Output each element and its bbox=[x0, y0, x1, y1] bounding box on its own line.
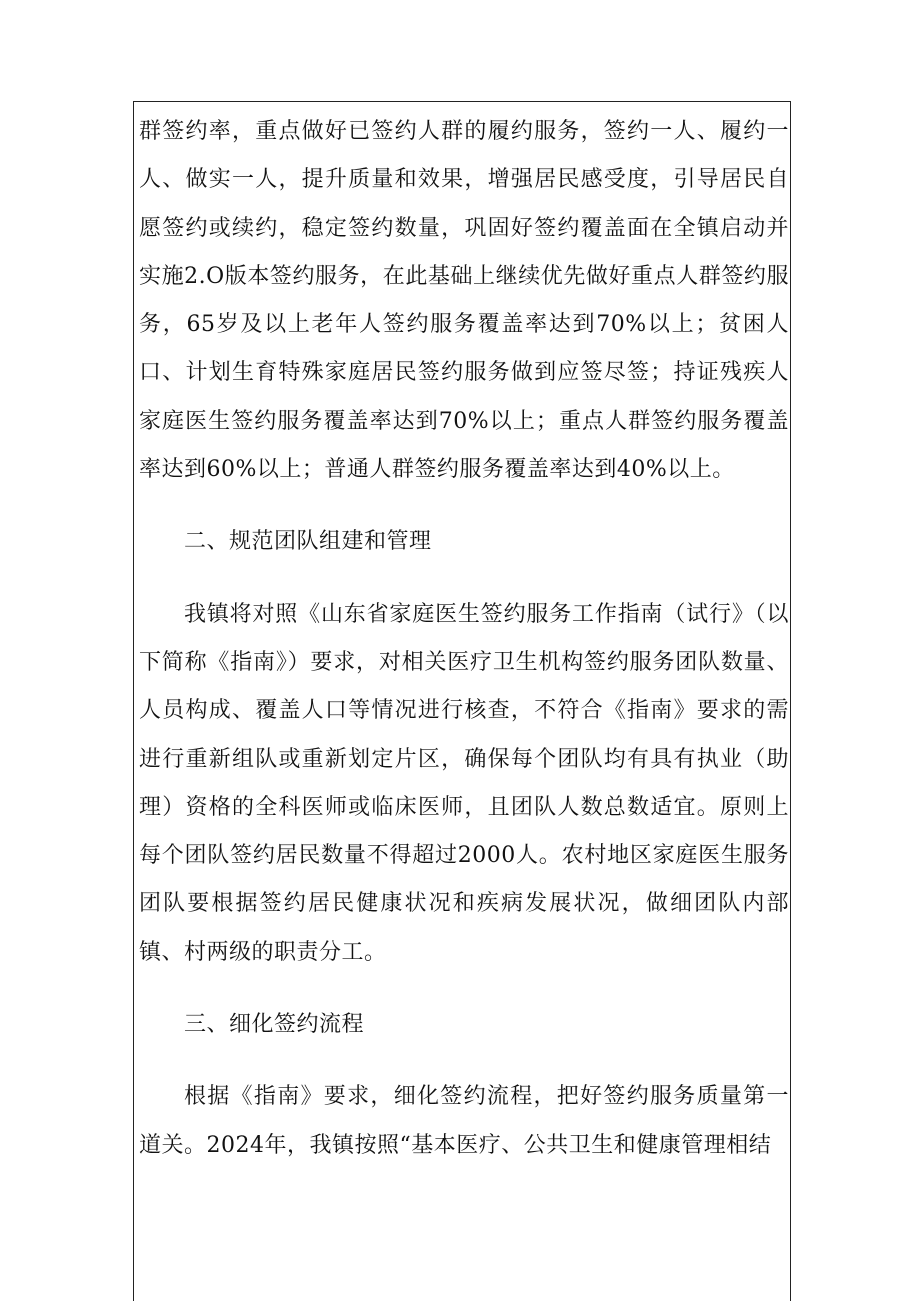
section-gap bbox=[139, 977, 789, 1001]
document-body bbox=[139, 108, 789, 1170]
section-heading-team-management: 二、规范团队组建和管理 bbox=[184, 529, 432, 555]
paragraph-team-management: 我镇将对照《山东省家庭医生签约服务工作指南（试行》（以下简称《指南》）要求，对相关医疗卫生机构签约服务团队数量、人员构成、覆盖人口等情况进行核查，不符合《指南》要求的需进行重新组队或重新划定片区，确保每个团队均有具有执业（助理）资格的全科医师或临床医师，且团队人数总数适宜。原则上每个团队签约居民数量不得超过2000人。农村地区家庭医生服务团队要根据签约居民健康状况和疾病发展状况，做细团队内部镇、村两级的职责分工。 bbox=[139, 601, 789, 965]
section-gap bbox=[139, 1049, 789, 1073]
paragraph-signing-process: 根据《指南》要求，细化签约流程，把好签约服务质量第一道关。2024年，我镇按照“基本医疗、公共卫生和健康管理相结 bbox=[139, 1084, 789, 1158]
paragraph-coverage-targets: 群签约率，重点做好已签约人群的履约服务，签约一人、履约一人、做实一人，提升质量和效果，增强居民感受度，引导居民自愿签约或续约，稳定签约数量，巩固好签约覆盖面在全镇启动并实施2.O版本签约服务，在此基础上继续优先做好重点人群签约服务，65岁及以上老年人签约服务覆盖率达到70%以上；贫困人口、计划生育特殊家庭居民签约服务做到应签尽签；持证残疾人家庭医生签约服务覆盖率达到70%以上；重点人群签约服务覆盖率达到60%以上；普通人群签约服务覆盖率达到40%以上。 bbox=[139, 119, 789, 483]
section-heading-signing-process: 三、细化签约流程 bbox=[184, 1012, 365, 1038]
section-gap bbox=[139, 494, 789, 518]
section-gap bbox=[139, 567, 789, 591]
